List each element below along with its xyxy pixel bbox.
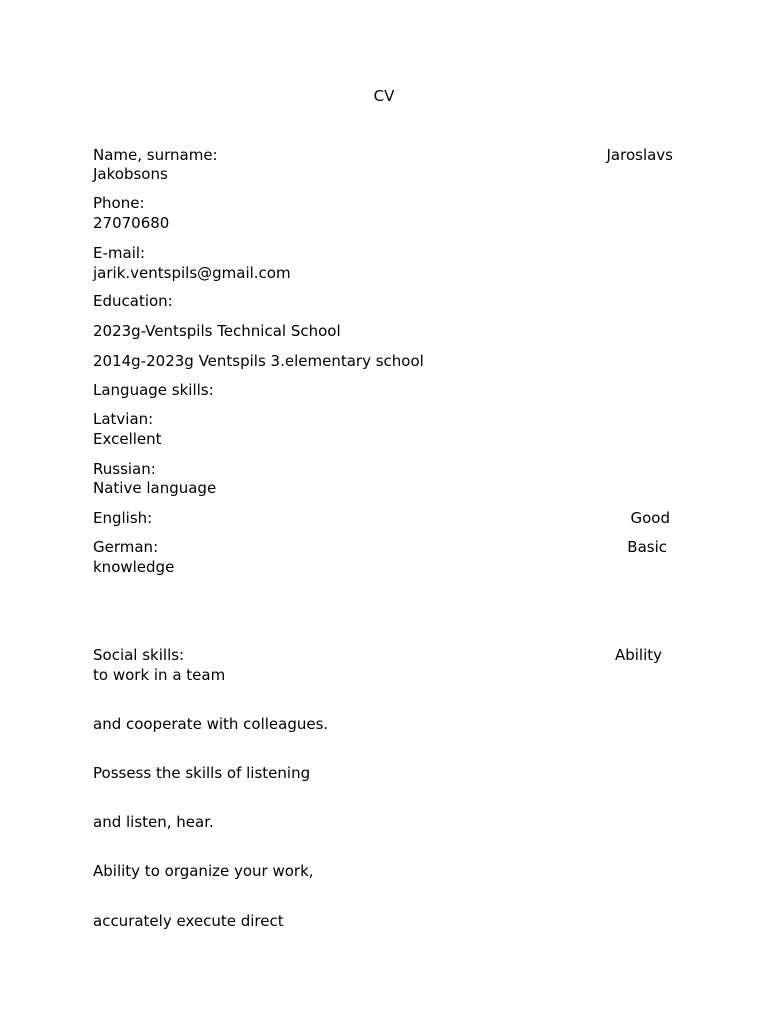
education-item: 2014g-2023g Ventspils 3.elementary school [93,352,424,370]
email-value: jarik.ventspils@gmail.com [93,264,291,282]
education-label: Education: [93,292,173,310]
phone-value: 27070680 [93,214,170,232]
social-skills-line: Ability to organize your work, [93,862,314,880]
language-latvian-label: Latvian: [93,410,154,428]
name-first-value: Jaroslavs [606,146,673,164]
phone-label: Phone: [93,194,145,212]
language-russian-level: Native language [93,479,217,497]
name-label: Name, surname: [93,146,218,164]
language-german-level-rest: knowledge [93,558,175,576]
language-skills-label: Language skills: [93,381,214,399]
social-skills-line: accurately execute direct [93,912,284,930]
social-skills-line: to work in a team [93,666,226,684]
language-english-label: English: [93,509,153,527]
language-russian-label: Russian: [93,460,156,478]
social-skills-first-word: Ability [614,646,662,664]
social-skills-line: and cooperate with colleagues. [93,715,329,733]
social-skills-line: and listen, hear. [93,813,214,831]
document-title: CV [373,87,395,105]
language-latvian-level: Excellent [93,430,162,448]
language-english-level: Good [630,509,670,527]
language-german-level: Basic [627,538,667,556]
social-skills-line: Possess the skills of listening [93,764,311,782]
name-last-value: Jakobsons [93,165,168,183]
social-skills-label: Social skills: [93,646,185,664]
education-item: 2023g-Ventspils Technical School [93,322,341,340]
email-label: E-mail: [93,244,146,262]
language-german-label: German: [93,538,159,556]
